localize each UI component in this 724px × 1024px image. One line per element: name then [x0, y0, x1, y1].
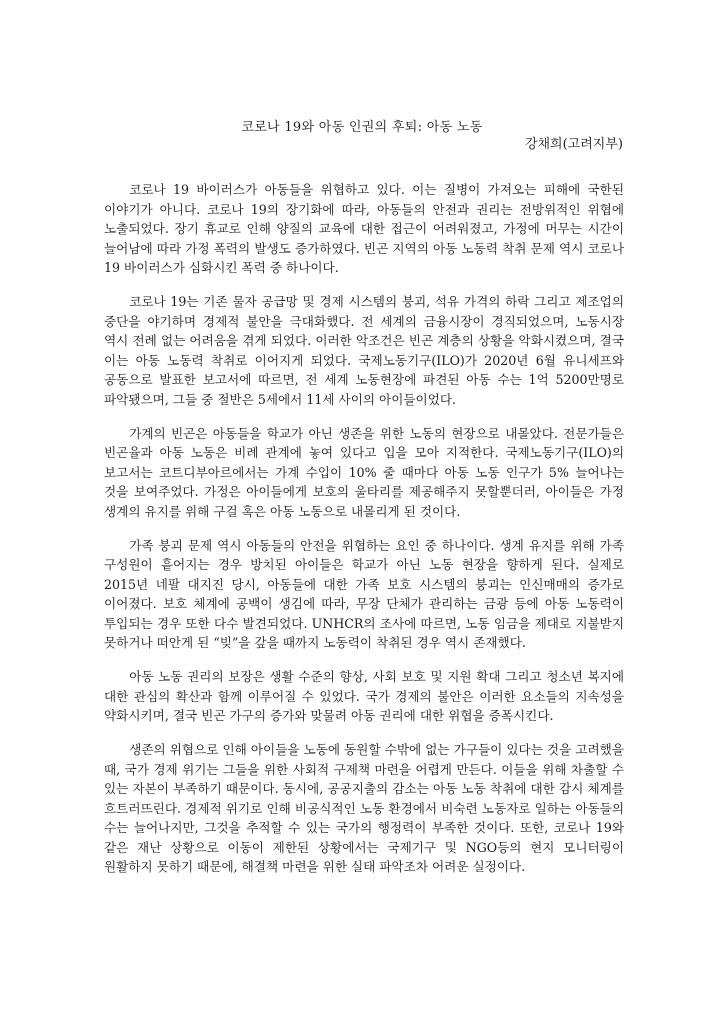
paragraph: 가계의 빈곤은 아동들을 학교가 아닌 생존을 위한 노동의 현장으로 내몰았다. 전문가들은 빈곤율과 아동 노동은 비례 관계에 놓여 있다고 입을 모아 지적한다. 국제노동기구(ILO)의 보고서는 코트디부아르에서는 가계 수입이 10% 줄 때마다 아동 노동 인구가 5% 늘어나는 것을 보여주었다. 가정은 아이들에게 보호의 울타리를 제공해주지 못할뿐더러, 아이들은 가정 생계의 유지를 위해 구걸 혹은 아동 노동으로 내몰리게 된 것이다.	[104, 425, 624, 519]
document-title: 코로나 19와 아동 인권의 후퇴: 아동 노동	[241, 120, 483, 135]
paragraph: 코로나 19 바이러스가 아동들을 위협하고 있다. 이는 질병이 가져오는 피해에 국한된 이야기가 아니다. 코로나 19의 장기화에 따라, 아동들의 안전과 권리는 전방위적인 위협에 노출되었다. 장기 휴교로 인해 양질의 교육에 대한 접근이 어려워졌고, 가정에 머무는 시간이 늘어남에 따라 가정 폭력의 발생도 증가하였다. 빈곤 지역의 아동 노동력 착취 문제 역시 코로나 19 바이러스가 심화시킨 폭력 중 하나이다.	[104, 182, 624, 275]
paragraph: 코로나 19는 기존 물자 공급망 및 경제 시스템의 붕괴, 석유 가격의 하락 그리고 제조업의 중단을 야기하며 경제적 불안을 극대화했다. 전 세계의 금융시장이 경직되었으며, 노동시장 역시 전례 없는 어려움을 겪게 되었다. 이러한 악조건은 빈곤 계층의 상황을 악화시켰으며, 결국 이는 아동 노동력 착취로 이어지게 되었다. 국제노동기구(ILO)가 2020년 6월 유니세프와 공동으로 발표한 보고서에 따르면, 전 세계 노동현장에 파견된 아동 수는 1억 5200만명로 파악됐으며, 그들 중 절반은 5세에서 11세 사이의 아이들이었다.	[104, 294, 624, 407]
author-line: 강채희(고려지부)	[524, 137, 623, 152]
paragraph: 아동 노동 권리의 보장은 생활 수준의 향상, 사회 보호 및 지원 확대 그리고 청소년 복지에 대한 관심의 확산과 함께 이루어질 수 있었다. 국가 경제의 불안은 이러한 요소들의 지속성을 약화시키며, 결국 빈곤 가구의 증가와 맞물려 아동 권리에 대한 위협을 증폭시킨다.	[104, 669, 624, 723]
paragraph: 가족 붕괴 문제 역시 아동들의 안전을 위협하는 요인 중 하나이다. 생계 유지를 위해 가족 구성원이 흩어지는 경우 방치된 아이들은 학교가 아닌 노동 현장을 향하게 된다. 실제로 2015년 네팔 대지진 당시, 아동들에 대한 가족 보호 시스템의 붕괴는 인신매매의 증가로 이어졌다. 보호 체계에 공백이 생김에 따라, 무장 단체가 관리하는 금광 등에 아동 노동력이 투입되는 경우 또한 다수 발견되었다. UNHCR의 조사에 따르면, 노동 임금을 제대로 지불받지 못하거나 떠안게 된 “빚”을 갚을 때까지 노동력이 착취된 경우 역시 존재했다.	[104, 537, 624, 650]
document-body	[104, 180, 624, 891]
paragraph: 생존의 위협으로 인해 아이들을 노동에 동원할 수밖에 없는 가구들이 있다는 것을 고려했을 때, 국가 경제 위기는 그들을 위한 사회적 구제책 마련을 어렵게 만든다. 이들을 위해 차출할 수 있는 자본이 부족하기 때문이다. 동시에, 공공지출의 감소는 아동 노동 착취에 대한 감시 체계를 흐트러뜨린다. 경제적 위기로 인해 비공식적인 노동 환경에서 비숙련 노동자로 일하는 아동들의 수는 늘어나지만, 그것을 추적할 수 있는 국가의 행정력이 부족한 것이다. 또한, 코로나 19와 같은 재난 상황으로 이동이 제한된 상황에서는 국제기구 및 NGO등의 현지 모니터링이 원활하지 못하기 때문에, 해결책 마련을 위한 실태 파악조차 어려운 실정이다.	[104, 742, 624, 874]
